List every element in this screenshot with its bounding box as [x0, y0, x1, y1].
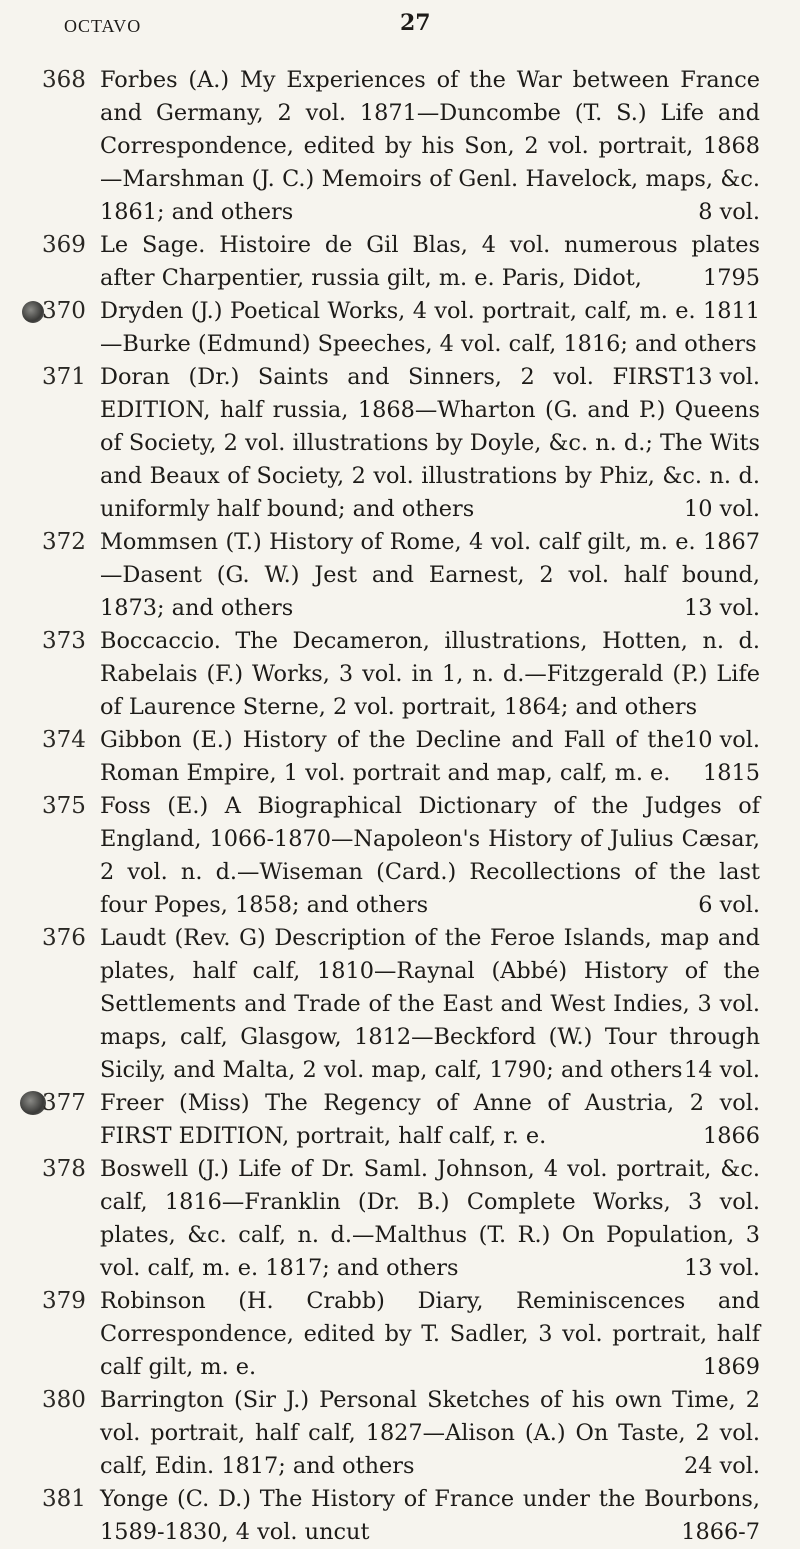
entry-description	[100, 625, 760, 753]
entry-volumes: 1815	[703, 760, 760, 786]
entry-description	[100, 1483, 760, 1549]
lot-number: 375	[42, 793, 86, 819]
entry-description	[100, 790, 760, 922]
catalogue-entry	[0, 526, 800, 625]
catalogue-entry	[0, 724, 800, 790]
entry-volumes: 13 vol.	[683, 595, 760, 621]
entry-text: Mommsen (T.) History of Rome, 4 vol. calf gilt, m. e. 1867—Dasent (G. W.) Jest and Earnest, 2 vol. half bound, 1873; and others	[100, 529, 760, 621]
catalogue-entry	[0, 922, 800, 1087]
catalogue-entry	[0, 229, 800, 295]
catalogue-entry	[0, 1483, 800, 1549]
lot-number: 368	[42, 67, 86, 93]
entry-text: Foss (E.) A Biographical Dictionary of the Judges of England, 1066-1870—Napoleon's History of Julius Cæsar, 2 vol. n. d.—Wiseman (Card.) Recollections of the last four Popes, 1858; and others	[100, 793, 760, 918]
entry-description	[100, 64, 760, 229]
catalogue-entry	[0, 1153, 800, 1285]
entry-text: Barrington (Sir J.) Personal Sketches of his own Time, 2 vol. portrait, half calf, 1827—Alison (A.) On Taste, 2 vol. calf, Edin. 1817; and others	[100, 1387, 760, 1479]
entry-text: Forbes (A.) My Experiences of the War between France and Germany, 2 vol. 1871—Duncombe (T. S.) Life and Correspondence, edited by his Son, 2 vol. portrait, 1868—Marshman (J. C.) Memoirs of Genl. Havelock, maps, &c. 1861; and others	[100, 67, 760, 225]
entry-description	[100, 526, 760, 625]
entry-description	[100, 1285, 760, 1384]
entry-volumes: 14 vol.	[683, 1057, 760, 1083]
lot-number: 373	[42, 628, 86, 654]
entry-volumes: 10 vol.	[683, 496, 760, 522]
entry-volumes: 1866-7	[681, 1519, 760, 1545]
lot-number: 370	[42, 298, 86, 324]
entry-volumes: 1869	[703, 1354, 760, 1380]
entry-text: Doran (Dr.) Saints and Sinners, 2 vol. FIRST EDITION, half russia, 1868—Wharton (G. and P.) Queens of Society, 2 vol. illustrations by Doyle, &c. n. d.; The Wits and Beaux of Society, 2 vol. illustrations by Phiz, &c. n. d. uniformly half bound; and others	[100, 364, 760, 522]
lot-number: 381	[42, 1486, 86, 1512]
entry-description	[100, 1153, 760, 1285]
entry-volumes: 13 vol.	[683, 1255, 760, 1281]
lot-number: 372	[42, 529, 86, 555]
entry-description	[100, 1087, 760, 1153]
entry-volumes: 24 vol.	[683, 1453, 760, 1479]
lot-number: 374	[42, 727, 86, 753]
lot-number: 377	[42, 1090, 86, 1116]
entry-volumes: 1866	[703, 1123, 760, 1149]
entry-text: Le Sage. Histoire de Gil Blas, 4 vol. numerous plates after Charpentier, russia gilt, m. e. Paris, Didot,	[100, 232, 760, 291]
entry-volumes: 10 vol.	[683, 727, 760, 753]
lot-number: 376	[42, 925, 86, 951]
lot-number: 380	[42, 1387, 86, 1413]
entry-description	[100, 1384, 760, 1483]
catalogue-entry	[0, 1285, 800, 1384]
catalogue-list	[0, 64, 800, 1549]
entry-description	[100, 922, 760, 1087]
entry-description	[100, 724, 760, 790]
catalogue-entry	[0, 361, 800, 526]
entry-description	[100, 229, 760, 295]
entry-volumes: 6 vol.	[698, 892, 760, 918]
ink-blot-mark	[22, 301, 44, 323]
entry-text: Gibbon (E.) History of the Decline and Fall of the Roman Empire, 1 vol. portrait and map, calf, m. e.	[100, 727, 684, 786]
entry-text: Freer (Miss) The Regency of Anne of Austria, 2 vol. FIRST EDITION, portrait, half calf, r. e.	[100, 1090, 760, 1149]
catalogue-entry	[0, 1087, 800, 1153]
entry-text: Robinson (H. Crabb) Diary, Reminiscences and Correspondence, edited by T. Sadler, 3 vol. portrait, half calf gilt, m. e.	[100, 1288, 760, 1380]
entry-text: Dryden (J.) Poetical Works, 4 vol. portrait, calf, m. e. 1811—Burke (Edmund) Speeches, 4 vol. calf, 1816; and others	[100, 298, 760, 357]
entry-description	[100, 361, 760, 526]
entry-volumes: 8 vol.	[698, 199, 760, 225]
lot-number: 371	[42, 364, 86, 390]
entry-volumes: 13 vol.	[683, 364, 760, 390]
lot-number: 379	[42, 1288, 86, 1314]
page-number: 27	[400, 10, 431, 36]
lot-number: 369	[42, 232, 86, 258]
entry-text: Boccaccio. The Decameron, illustrations, Hotten, n. d. Rabelais (F.) Works, 3 vol. in 1, n. d.—Fitzgerald (P.) Life of Laurence Sterne, 2 vol. portrait, 1864; and others	[100, 628, 760, 720]
lot-number: 378	[42, 1156, 86, 1182]
catalogue-entry	[0, 64, 800, 229]
entry-text: Yonge (C. D.) The History of France under the Bourbons, 1589-1830, 4 vol. uncut	[100, 1486, 760, 1545]
page-header	[64, 10, 764, 44]
catalogue-entry	[0, 790, 800, 922]
section-title: OCTAVO	[64, 16, 142, 36]
entry-text: Boswell (J.) Life of Dr. Saml. Johnson, 4 vol. portrait, &c. calf, 1816—Franklin (Dr. B.) Complete Works, 3 vol. plates, &c. calf, n. d.—Malthus (T. R.) On Population, 3 vol. calf, m. e. 1817; and others	[100, 1156, 760, 1281]
catalogue-entry	[0, 1384, 800, 1483]
entry-description	[100, 295, 760, 390]
entry-volumes: 1795	[703, 265, 760, 291]
entry-text: Laudt (Rev. G) Description of the Feroe Islands, map and plates, half calf, 1810—Raynal (Abbé) History of the Settlements and Trade of the East and West Indies, 3 vol. maps, calf, Glasgow, 1812—Beckford (W.) Tour through Sicily, and Malta, 2 vol. map, calf, 1790; and others	[100, 925, 760, 1083]
